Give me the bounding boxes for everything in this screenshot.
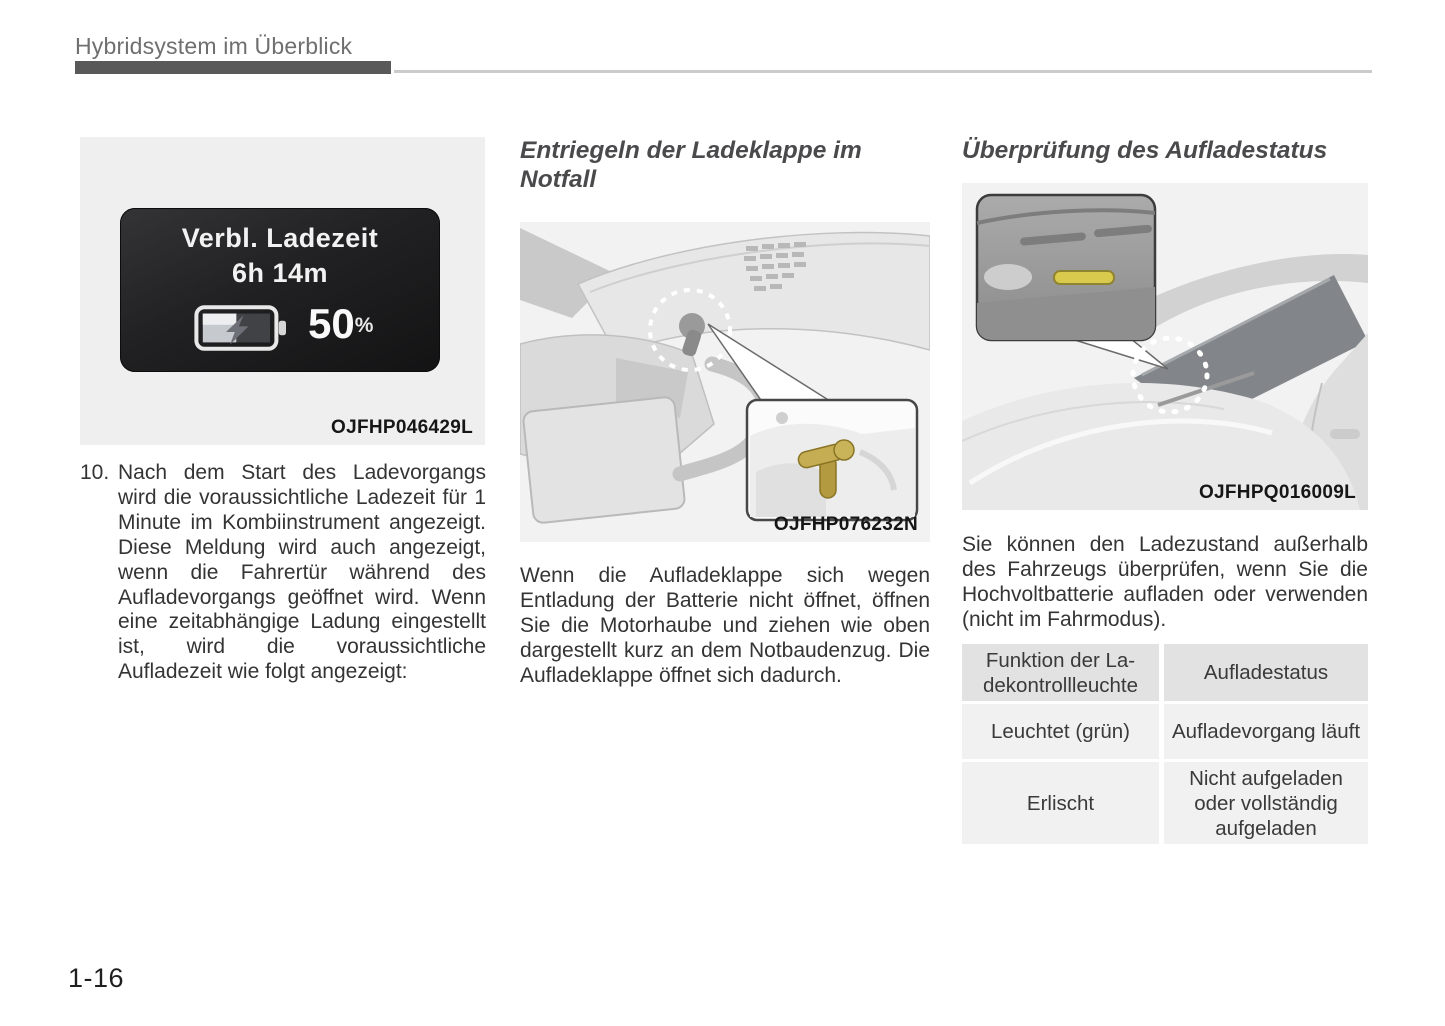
figure-code: OJFHP076232N: [773, 514, 918, 535]
section-title: Hybridsystem im Überblick: [75, 33, 353, 59]
car-front-illustration: [962, 183, 1368, 510]
charge-percentage: 50%: [308, 300, 374, 347]
figure-car-front: [962, 183, 1368, 510]
figure-code: OJFHP046429L: [331, 417, 473, 438]
paragraph-text: Wenn die Aufladeklappe sich wegen Entladung der Batterie nicht öffnet, öffnen Sie die Motorhaube und ziehen wie oben dargestellt kurz an dem Notbaudenzug. Die Aufladeklappe öffnet sich dadurch.: [520, 564, 930, 687]
release-cable-inset: [747, 400, 917, 520]
heading-charge-status: Überprüfung des Aufladestatus: [962, 137, 1328, 164]
table-header-lamp-function: Funktion der La-dekontrollleuchte: [962, 644, 1159, 701]
paragraph-text: Nach dem Start des Ladevorgangs wird die voraussichtliche Ladezeit für 1 Minute im Kombiinstrument angezeigt. Diese Meldung wird auch angezeigt, wenn die Fahrertür während des Aufladevorgangs geöffnet wird. Wenn eine zeitabhängige Ladung eingestellt ist, wird die voraussichtliche Aufladezeit wie folgt angezeigt:: [118, 461, 486, 684]
list-number: 10.: [80, 461, 110, 484]
table-cell: Erlischt: [962, 762, 1159, 844]
header-rule: [394, 70, 1372, 73]
numbered-paragraph: [80, 461, 486, 685]
display-title: Verbl. Ladezeit: [181, 223, 379, 253]
table-cell: Leuchtet (grün): [962, 704, 1159, 759]
charge-status-table: [962, 644, 1368, 844]
figure-engine-bay: [520, 222, 930, 542]
engine-bay-illustration: [520, 222, 930, 542]
instrument-cluster-display: [120, 208, 440, 372]
paragraph-text: Sie können den Ladezustand außerhalb des Fahrzeugs überprüfen, wenn Sie die Hochvoltbatterie aufladen oder verwenden (nicht im Fahrmodus).: [962, 533, 1368, 631]
heading-emergency-release: Entriegeln der Ladeklappe im Notfall: [520, 137, 862, 193]
title-underline-bar: [75, 61, 391, 74]
figure-code: OJFHPQ016009L: [1198, 482, 1356, 503]
display-remaining-time: 6h 14m: [231, 258, 329, 288]
battery-icon: [194, 302, 290, 354]
charge-indicator-inset: [977, 195, 1155, 340]
charge-indicator-lamp: [1054, 271, 1114, 284]
table-header-charge-status: Aufladestatus: [1164, 644, 1368, 701]
figure-charge-time-display: [80, 137, 485, 445]
table-cell: Nicht aufgeladen oder vollständig aufgeladen: [1164, 762, 1368, 844]
page-number: 1-16: [68, 963, 125, 993]
table-cell: Aufladevorgang läuft: [1164, 704, 1368, 759]
